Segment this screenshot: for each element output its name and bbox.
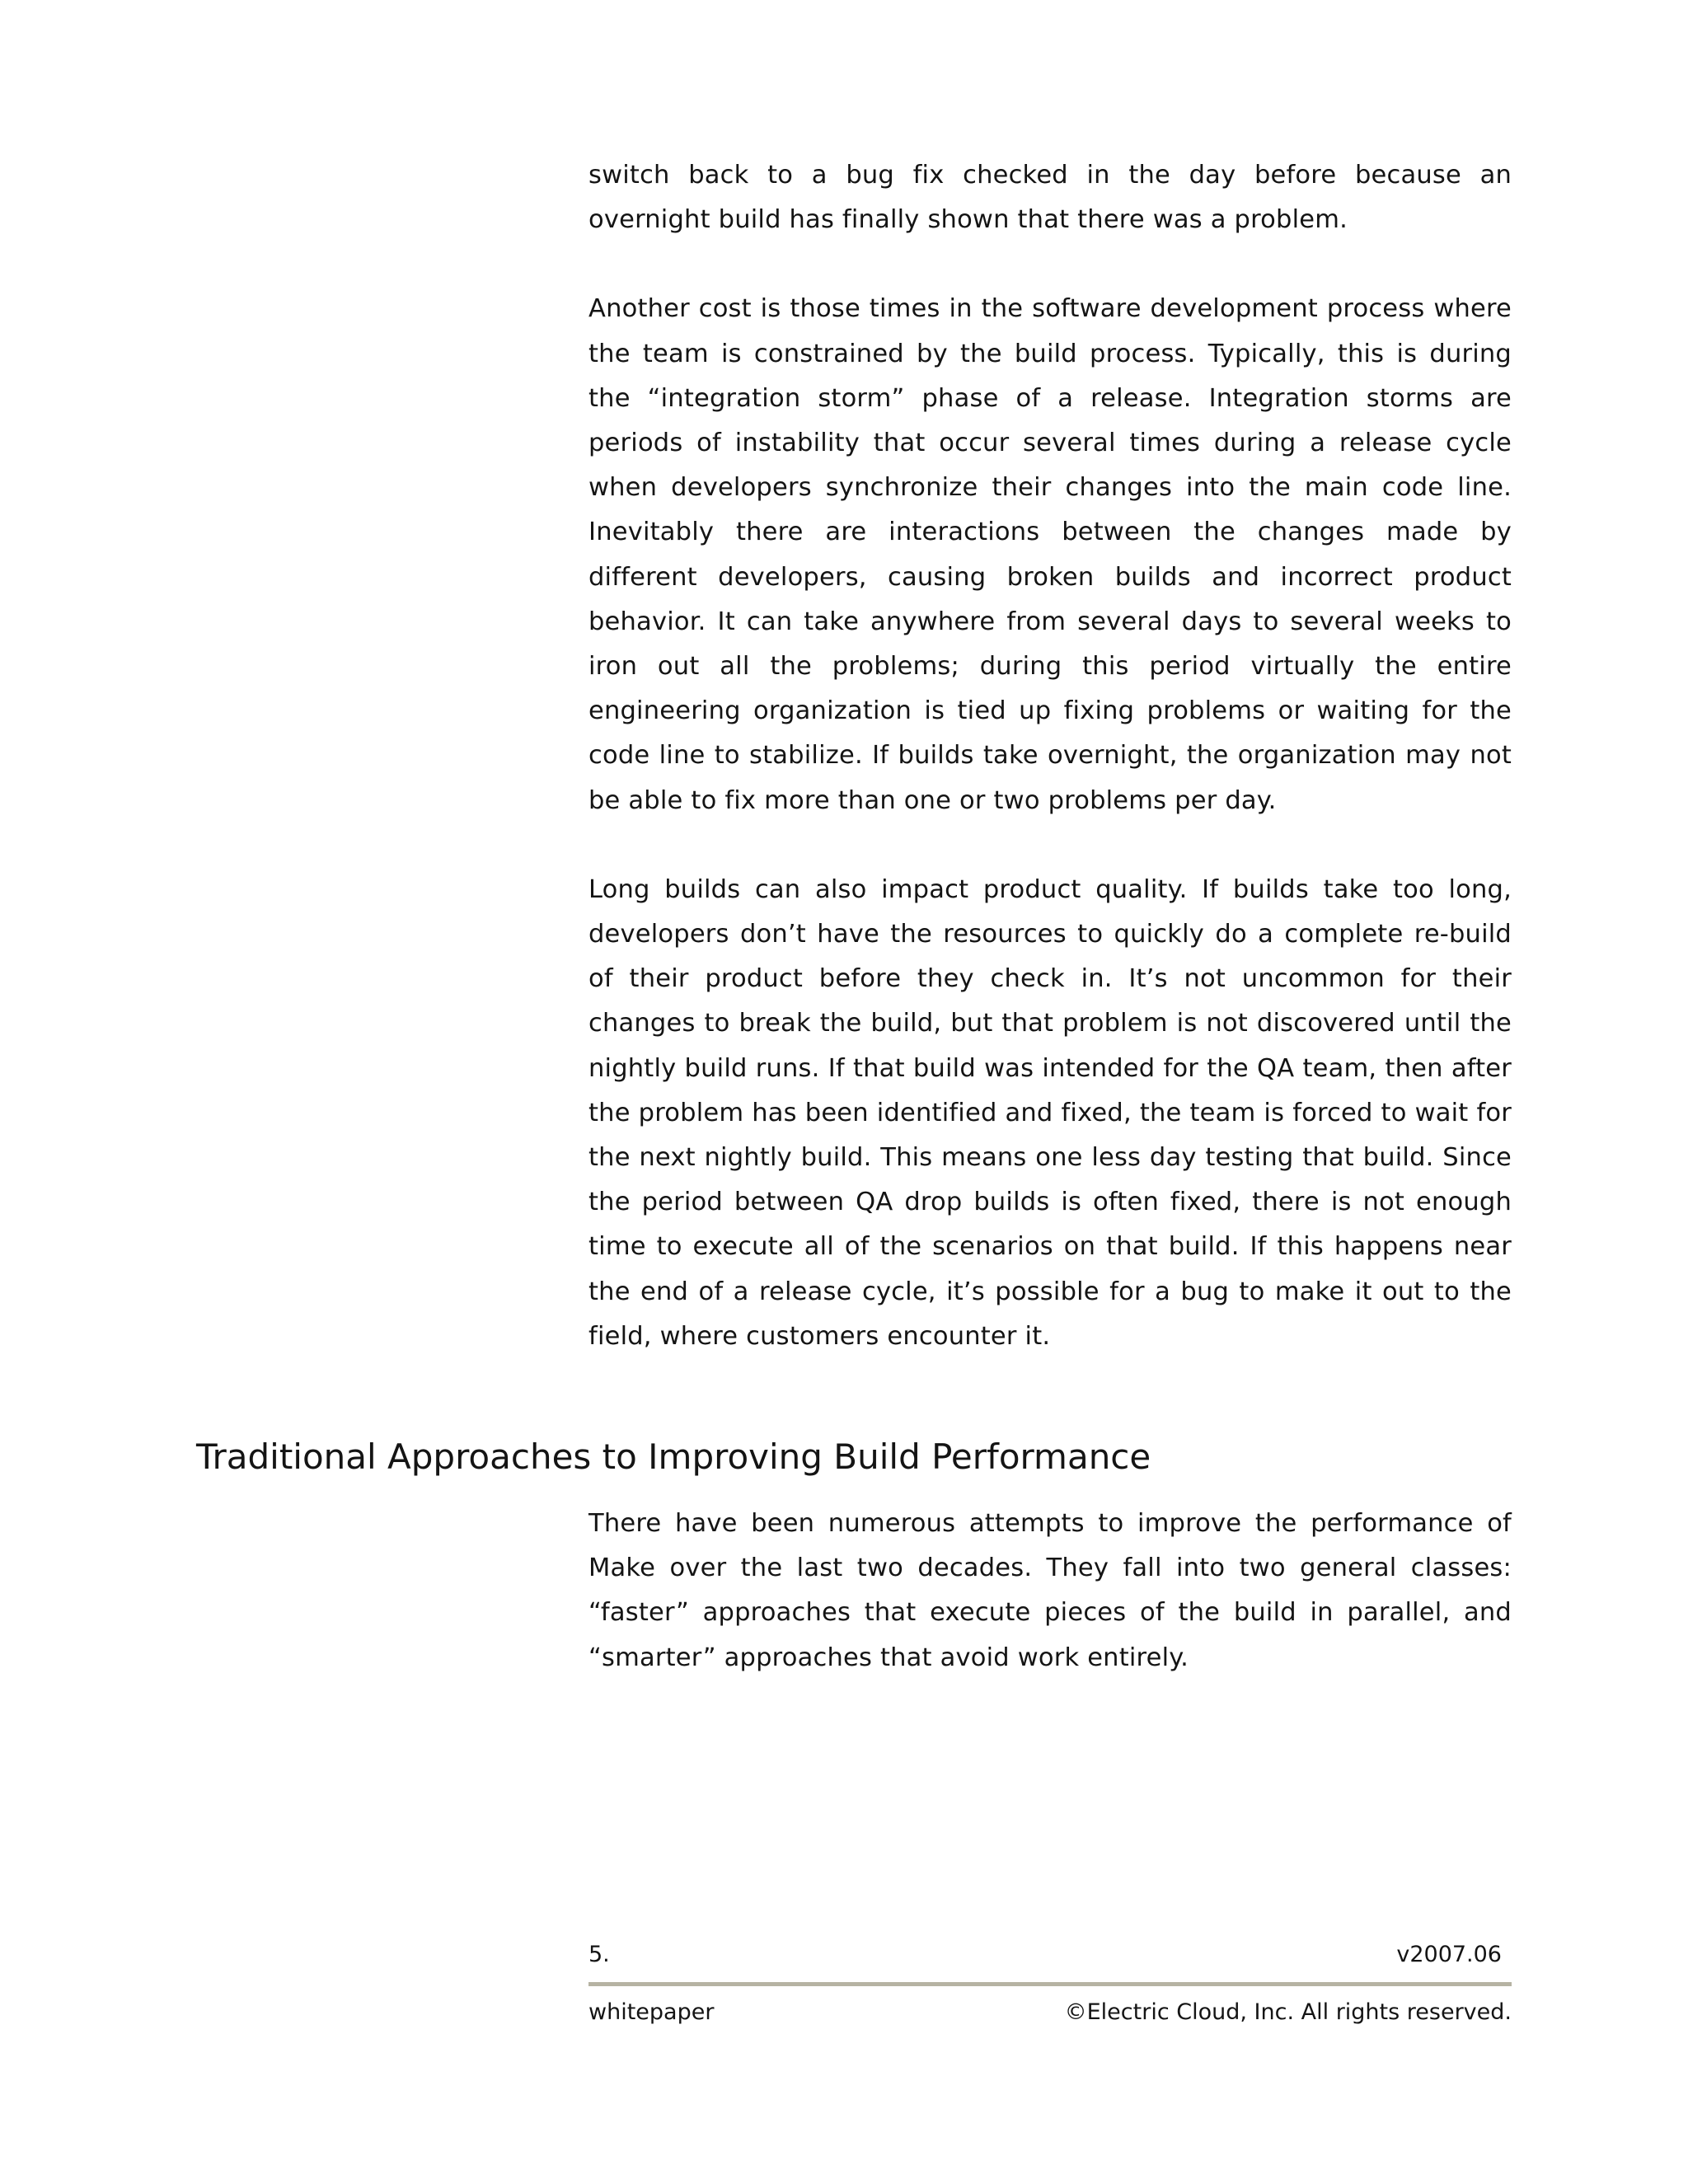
body-paragraph-1: switch back to a bug fix checked in the day before because an overnight build has finally shown that there was a problem.	[588, 161, 1512, 235]
body-paragraph-3: Long builds can also impact product quality. If builds take too long, developers don’t have the resources to quickly do a complete re-build of their product before they check in. It’s not uncommon for their changes to break the build, but that problem is not discovered until the nightly build runs. If that build was intended for the QA team, then after the problem has been identified and fixed, the team is forced to wait for the next nightly build. This means one less day testing that build. Since the period between QA drop builds is often fixed, there is not enough time to execute all of the scenarios on that build. If this happens near the end of a release cycle, it’s possible for a bug to make it out to the field, where customers encounter it.	[588, 874, 1512, 1351]
document-type-label: whitepaper	[588, 1999, 715, 2025]
page-number: 5.	[588, 1942, 610, 1967]
section-body	[588, 1502, 1512, 1725]
body-paragraph-2: Another cost is those times in the software development process where the team is constrained by the build process. Typically, this is during the “integration storm” phase of a release. Integration storms are periods of instability that occur several times during a release cycle when developers synchronize their changes into the main code line. Inevitably there are interactions between the changes made by different developers, causing broken builds and incorrect product behavior. It can take anywhere from several days to several weeks to iron out all the problems; during this period virtually the entire engineering organization is tied up fixing problems or waiting for the code line to stabilize. If builds take overnight, the organization may not be able to fix more than one or two problems per day.	[588, 294, 1512, 815]
section-heading: Traditional Approaches to Improving Build Performance	[196, 1436, 1151, 1477]
copyright-notice: ©Electric Cloud, Inc. All rights reserved.	[1064, 1999, 1512, 2025]
section-paragraph: There have been numerous attempts to improve the performance of Make over the last two decades. They fall into two general classes: “faster” approaches that execute pieces of the build in parallel, and “smarter” approaches that avoid work entirely.	[588, 1509, 1512, 1672]
footer-bottom-row	[588, 1996, 1512, 2029]
footer-top-row	[588, 1938, 1502, 1971]
footer-divider	[588, 1982, 1512, 1986]
version-label: v2007.06	[1396, 1942, 1502, 1967]
body-text	[588, 153, 1512, 1404]
